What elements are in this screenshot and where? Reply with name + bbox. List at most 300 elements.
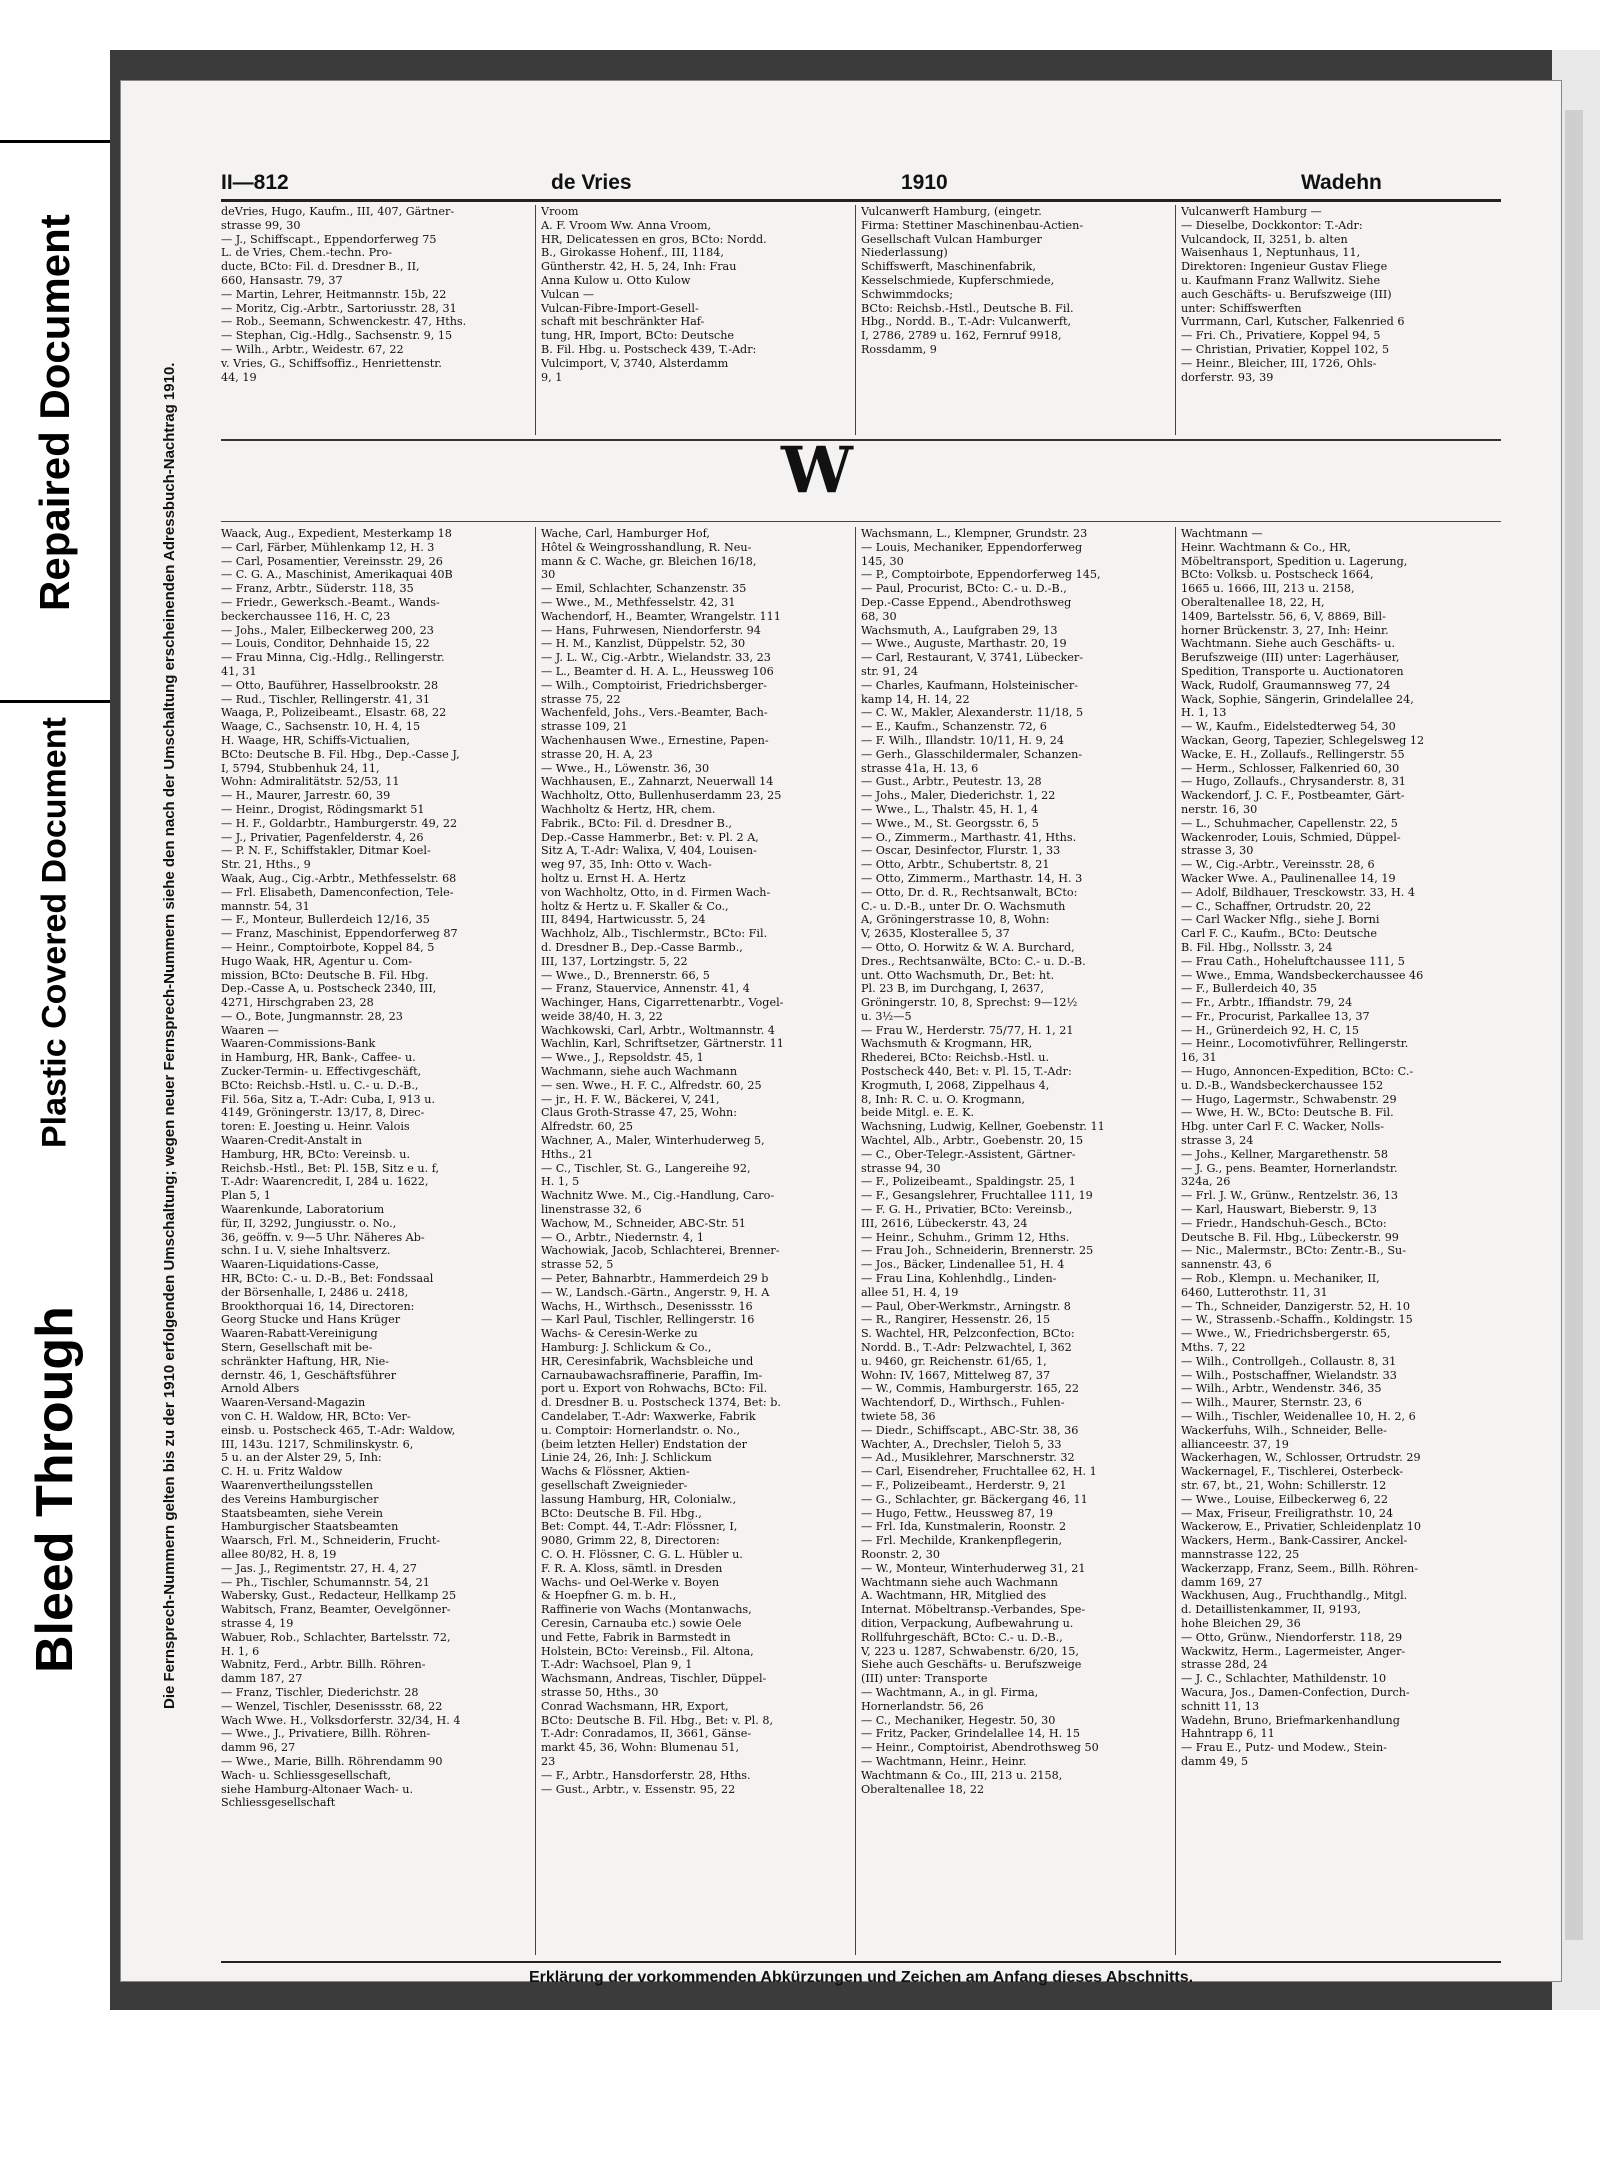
directory-entry-line: — Johs., Maler, Diederichstr. 1, 22 bbox=[861, 789, 1056, 803]
directory-entry-line: von Wachholtz, Otto, in d. Firmen Wach- bbox=[541, 885, 771, 899]
directory-entry-line: Schliessgesellschaft bbox=[221, 1796, 336, 1810]
directory-entry-line: allee 80/82, H. 8, 19 bbox=[221, 1547, 337, 1561]
directory-entry-line: Dep.-Casse A, u. Postscheck 2340, III, bbox=[221, 982, 437, 996]
header-right-word: Wadehn bbox=[1301, 171, 1382, 194]
directory-entry-line: 1665 u. 1666, III, 213 u. 2158, bbox=[1181, 582, 1355, 596]
directory-entry-line: 23 bbox=[541, 1754, 556, 1768]
directory-entry-line: — C., Schaffner, Ortrudstr. 20, 22 bbox=[1181, 899, 1372, 913]
directory-entry-line: Alfredstr. 60, 25 bbox=[541, 1120, 633, 1134]
directory-entry-line: Linie 24, 26, Inh: J. Schlickum bbox=[541, 1451, 712, 1465]
directory-entry-line: — Otto, Arbtr., Schubertstr. 8, 21 bbox=[861, 858, 1050, 872]
directory-entry-line: port u. Export von Rohwachs, BCto: Fil. bbox=[541, 1382, 768, 1396]
directory-entry-line: — O., Zimmerm., Marthastr. 41, Hths. bbox=[861, 830, 1077, 844]
page-number: II—812 bbox=[221, 171, 289, 194]
directory-entry-line: Hôtel & Weingrosshandlung, R. Neu- bbox=[541, 540, 752, 554]
directory-entry-line: III, 137, Lortzingstr. 5, 22 bbox=[541, 954, 688, 968]
directory-entry-line: horner Brückenstr. 3, 27, Inh: Heinr. bbox=[1181, 623, 1389, 637]
directory-entry-line: I, 2786, 2789 u. 162, Fernruf 9918, bbox=[861, 329, 1062, 343]
top-column-2 bbox=[541, 205, 851, 435]
directory-entry-line: schn. I u. V, siehe Inhaltsverz. bbox=[221, 1244, 391, 1258]
bleed-through-label: Bleed Through bbox=[0, 1180, 110, 1800]
directory-entry-line: Hamburgischer Staatsbeamten bbox=[221, 1520, 399, 1534]
directory-entry-line: d. Dresdner B., Dep.-Casse Barmb., bbox=[541, 940, 743, 954]
directory-entry-line: — Jos., Bäcker, Lindenallee 51, H. 4 bbox=[861, 1258, 1065, 1272]
directory-entry-line: u. Comptoir: Hornerlandstr. o. No., bbox=[541, 1423, 741, 1437]
column-divider bbox=[1175, 527, 1176, 1955]
directory-entry-line: 36, geöffn. v. 9—5 Uhr. Näheres Ab- bbox=[221, 1230, 425, 1244]
directory-entry-line: dition, Verpackung, Aufbewahrung u. bbox=[861, 1616, 1074, 1630]
directory-entry-line: schränkter Haftung, HR, Nie- bbox=[221, 1354, 390, 1368]
directory-entry-line: — O., Arbtr., Niedernstr. 4, 1 bbox=[541, 1230, 704, 1244]
directory-entry-line: schnitt 11, 13 bbox=[1181, 1699, 1260, 1713]
directory-entry-line: damm 96, 27 bbox=[221, 1741, 296, 1755]
directory-entry-line: Deutsche B. Fil. Hbg., Lübeckerstr. 99 bbox=[1181, 1230, 1399, 1244]
directory-entry-line: — Diedr., Schiffscapt., ABC-Str. 38, 36 bbox=[861, 1423, 1079, 1437]
directory-entry-line: — J., Privatier, Pagenfelderstr. 4, 26 bbox=[221, 830, 424, 844]
directory-entry-line: — Wilh., Comptoirist, Friedrichsberger- bbox=[541, 678, 767, 692]
directory-entry-line: Heinr. Wachtmann & Co., HR, bbox=[1181, 540, 1351, 554]
directory-entry-line: 660, Hansastr. 79, 37 bbox=[221, 273, 343, 287]
directory-entry-line: — Heinr., Drogist, Rödingsmarkt 51 bbox=[221, 802, 425, 816]
directory-entry-line: — Th., Schneider, Danzigerstr. 52, H. 10 bbox=[1181, 1299, 1410, 1313]
directory-entry-line: toren: E. Joesting u. Heinr. Valois bbox=[221, 1120, 410, 1134]
directory-entry-line: — C. G. A., Maschinist, Amerikaquai 40B bbox=[221, 568, 453, 582]
directory-entry-line: 44, 19 bbox=[221, 370, 257, 384]
directory-entry-line: Wachendorf, H., Beamter, Wrangelstr. 111 bbox=[541, 609, 781, 623]
directory-entry-line: — Peter, Bahnarbtr., Hammerdeich 29 b bbox=[541, 1272, 769, 1286]
directory-entry-line: A, Gröningerstrasse 10, 8, Wohn: bbox=[861, 913, 1050, 927]
directory-entry-line: Gesellschaft Vulcan Hamburger bbox=[861, 232, 1042, 246]
directory-entry-line: Wachnitz Wwe. M., Cig.-Handlung, Caro- bbox=[541, 1189, 775, 1203]
directory-entry-line: Zucker-Termin- u. Effectivgeschäft, bbox=[221, 1065, 422, 1079]
directory-entry-line: — H., Maurer, Jarrestr. 60, 39 bbox=[221, 789, 391, 803]
directory-entry-line: — Wilh., Postschaffner, Wielandstr. 33 bbox=[1181, 1368, 1397, 1382]
directory-entry-line: 8, Inh: R. C. u. O. Krogmann, bbox=[861, 1092, 1025, 1106]
directory-entry-line: — Emil, Schlachter, Schanzenstr. 35 bbox=[541, 582, 747, 596]
directory-entry-line: Wackernagel, F., Tischlerei, Osterbeck- bbox=[1181, 1465, 1404, 1479]
directory-entry-line: kamp 14, H. 14, 22 bbox=[861, 692, 970, 706]
directory-entry-line: Spedition, Transporte u. Auctionatoren bbox=[1181, 664, 1404, 678]
directory-entry-line: Vulcanwerft Hamburg — bbox=[1181, 205, 1322, 218]
directory-entry-line: — Otto, Zimmerm., Marthastr. 14, H. 3 bbox=[861, 871, 1083, 885]
directory-entry-line: Wachmann, siehe auch Wachmann bbox=[541, 1065, 738, 1079]
directory-entry-line: H. Waage, HR, Schiffs-Victualien, bbox=[221, 733, 410, 747]
directory-entry-line: beide Mitgl. e. E. K. bbox=[861, 1106, 975, 1120]
directory-entry-line: Waack, Aug., Expedient, Mesterkamp 18 bbox=[221, 527, 452, 540]
directory-entry-line: dorferstr. 93, 39 bbox=[1181, 370, 1274, 384]
directory-entry-line: — Jas. J., Regimentstr. 27, H. 4, 27 bbox=[221, 1561, 417, 1575]
directory-entry-line: — Hugo, Zollaufs., Chrysanderstr. 8, 31 bbox=[1181, 775, 1406, 789]
directory-entry-line: — W., Commis, Hamburgerstr. 165, 22 bbox=[861, 1382, 1079, 1396]
directory-entry-line: hohe Bleichen 29, 36 bbox=[1181, 1616, 1301, 1630]
directory-entry-line: — Rud., Tischler, Rellingerstr. 41, 31 bbox=[221, 692, 431, 706]
directory-entry-line: Hbg., Nordd. B., T.-Adr: Vulcanwerft, bbox=[861, 315, 1072, 329]
directory-entry-line: — Frau Lina, Kohlenhdlg., Linden- bbox=[861, 1272, 1057, 1286]
directory-entry-line: — O., Bote, Jungmannstr. 28, 23 bbox=[221, 1009, 403, 1023]
column-divider bbox=[855, 205, 856, 435]
directory-entry-line: — Hugo, Lagermstr., Schwabenstr. 29 bbox=[1181, 1092, 1397, 1106]
directory-entry-line: Fabrik., BCto: Fil. d. Dresdner B., bbox=[541, 816, 732, 830]
directory-entry-line: siehe Hamburg-Altonaer Wach- u. bbox=[221, 1782, 414, 1796]
directory-entry-line: Wackan, Georg, Tapezier, Schlegelsweg 12 bbox=[1181, 733, 1425, 747]
directory-entry-line: BCto: Reichsb.-Hstl., Deutsche B. Fil. bbox=[861, 301, 1074, 315]
directory-entry-line: d. Dresdner B. u. Postscheck 1374, Bet: b. bbox=[541, 1396, 781, 1410]
directory-entry-line: Reichsb.-Hstl., Bet: Pl. 15B, Sitz e u. f, bbox=[221, 1161, 440, 1175]
directory-entry-line: — R., Rangirer, Hessenstr. 26, 15 bbox=[861, 1313, 1051, 1327]
directory-entry-line: Waarsch, Frl. M., Schneiderin, Frucht- bbox=[221, 1534, 441, 1548]
directory-entry-line: und Fette, Fabrik in Barmstedt in bbox=[541, 1630, 731, 1644]
directory-entry-line: — Wilh., Arbtr., Wendenstr. 346, 35 bbox=[1181, 1382, 1382, 1396]
directory-entry-line: Pl. 23 B, im Durchgang, I, 2637, bbox=[861, 982, 1044, 996]
directory-entry-line: — Christian, Privatier, Koppel 102, 5 bbox=[1181, 342, 1390, 356]
directory-entry-line: — Ad., Musiklehrer, Marschnerstr. 32 bbox=[861, 1451, 1075, 1465]
directory-entry-line: H. 1, 5 bbox=[541, 1175, 580, 1189]
directory-entry-line: III, 8494, Hartwicusstr. 5, 24 bbox=[541, 913, 706, 927]
directory-entry-line: Hahntrapp 6, 11 bbox=[1181, 1727, 1275, 1741]
directory-entry-line: Direktoren: Ingenieur Gustav Fliege bbox=[1181, 260, 1388, 274]
directory-entry-line: Hamburg, HR, BCto: Vereinsb. u. bbox=[221, 1147, 411, 1161]
directory-entry-line: Waaren-Rabatt-Vereinigung bbox=[221, 1327, 378, 1341]
directory-entry-line: Vulcandock, II, 3251, b. alten bbox=[1181, 232, 1348, 246]
directory-entry-line: damm 187, 27 bbox=[221, 1672, 303, 1686]
header-left-word: de Vries bbox=[551, 171, 632, 194]
directory-entry-line: lassung Hamburg, HR, Colonialw., bbox=[541, 1492, 737, 1506]
directory-entry-line: strasse 75, 22 bbox=[541, 692, 621, 706]
main-column-4 bbox=[1181, 527, 1501, 1955]
directory-entry-line: — C., Tischler, St. G., Langereihe 92, bbox=[541, 1161, 751, 1175]
directory-entry-line: Waarenvertheilungsstellen bbox=[221, 1478, 373, 1492]
directory-entry-line: — J. C., Schlachter, Mathildenstr. 10 bbox=[1181, 1672, 1387, 1686]
directory-entry-line: Str. 21, Hths., 9 bbox=[221, 858, 311, 872]
directory-entry-line: HR, Delicatessen en gros, BCto: Nordd. bbox=[541, 232, 767, 246]
directory-entry-line: B. Fil. Hbg. u. Postscheck 439, T.-Adr: bbox=[541, 342, 757, 356]
directory-entry-line: F. R. A. Kloss, sämtl. in Dresden bbox=[541, 1561, 723, 1575]
directory-entry-line: — Hugo, Annoncen-Expedition, BCto: C.- bbox=[1181, 1065, 1414, 1079]
directory-entry-line: allee 51, H. 4, 19 bbox=[861, 1285, 959, 1299]
header-year: 1910 bbox=[901, 171, 948, 194]
directory-entry-line: — Johs., Maler, Eilbeckerweg 200, 23 bbox=[221, 623, 434, 637]
directory-entry-line: damm 169, 27 bbox=[1181, 1575, 1263, 1589]
directory-entry-line: — J. L. W., Cig.-Arbtr., Wielandstr. 33, 23 bbox=[541, 651, 771, 665]
directory-entry-line: — Paul, Procurist, BCto: C.- u. D.-B., bbox=[861, 582, 1067, 596]
directory-entry-line: C. O. H. Flössner, C. G. L. Hübler u. bbox=[541, 1547, 743, 1561]
directory-entry-line: Vulcimport, V, 3740, Alsterdamm bbox=[541, 356, 729, 370]
directory-entry-line: Anna Kulow u. Otto Kulow bbox=[541, 273, 691, 287]
directory-entry-line: 16, 31 bbox=[1181, 1051, 1217, 1065]
directory-entry-line: — Franz, Stauervice, Annenstr. 41, 4 bbox=[541, 982, 750, 996]
directory-entry-line: strasse 41a, H. 13, 6 bbox=[861, 761, 979, 775]
directory-entry-line: dernstr. 46, 1, Geschäftsführer bbox=[221, 1368, 397, 1382]
directory-entry-line: Wachs- & Ceresin-Werke zu bbox=[541, 1327, 698, 1341]
directory-entry-line: deVries, Hugo, Kaufm., III, 407, Gärtner- bbox=[221, 205, 455, 218]
directory-entry-line: — Martin, Lehrer, Heitmannstr. 15b, 22 bbox=[221, 287, 447, 301]
directory-entry-line: 9, 1 bbox=[541, 370, 563, 384]
side-note: Die Fernsprech-Nummern gelten bis zu der 1910 erfolgenden Umschaltung; wegen neuer Fernsprech-Nummern siehe den nach der Umschaltung erscheinenden Adressbuch-Nachtrag 1910. bbox=[161, 362, 178, 1710]
main-column-2 bbox=[541, 527, 853, 1955]
directory-entry-line: Wachholtz, Otto, Bullenhuserdamm 23, 25 bbox=[541, 789, 782, 803]
directory-entry-line: Wachsmuth, A., Laufgraben 29, 13 bbox=[861, 623, 1058, 637]
directory-entry-line: — Gerh., Glasschildermaler, Schanzen- bbox=[861, 747, 1083, 761]
directory-entry-line: Wacke, E. H., Zollaufs., Rellingerstr. 55 bbox=[1181, 747, 1405, 761]
directory-entry-line: Wachholz, Alb., Tischlermstr., BCto: Fil. bbox=[541, 927, 768, 941]
directory-entry-line: tung, HR, Import, BCto: Deutsche bbox=[541, 329, 735, 343]
top-column-4 bbox=[1181, 205, 1501, 435]
directory-entry-line: — Stephan, Cig.-Hdlg., Sachsenstr. 9, 15 bbox=[221, 329, 453, 343]
directory-entry-line: — Wwe., J., Repsoldstr. 45, 1 bbox=[541, 1051, 704, 1065]
directory-entry-line: — Frl. Ida, Kunstmalerin, Roonstr. 2 bbox=[861, 1520, 1067, 1534]
directory-entry-line: Waaren-Liquidations-Casse, bbox=[221, 1258, 380, 1272]
directory-entry-line: Brookthorquai 16, 14, Directoren: bbox=[221, 1299, 415, 1313]
directory-entry-line: H. 1, 13 bbox=[1181, 706, 1227, 720]
directory-entry-line: Wohn: Admiralitätstr. 52/53, 11 bbox=[221, 775, 400, 789]
directory-entry-line: Wackerzapp, Franz, Seem., Billh. Röhren- bbox=[1181, 1561, 1418, 1575]
directory-entry-line: Stern, Gesellschaft mit be- bbox=[221, 1341, 373, 1355]
directory-entry-line: allianceestr. 37, 19 bbox=[1181, 1437, 1289, 1451]
directory-entry-line: mission, BCto: Deutsche B. Fil. Hbg. bbox=[221, 968, 429, 982]
directory-entry-line: — F. G. H., Privatier, BCto: Vereinsb., bbox=[861, 1203, 1073, 1217]
directory-entry-line: L. de Vries, Chem.-techn. Pro- bbox=[221, 246, 392, 260]
directory-entry-line: — Fritz, Packer, Grindelallee 14, H. 15 bbox=[861, 1727, 1081, 1741]
directory-entry-line: des Vereins Hamburgischer bbox=[221, 1492, 379, 1506]
directory-entry-line: Hornerlandstr. 56, 26 bbox=[861, 1699, 984, 1713]
directory-entry-line: — W., Cig.-Arbtr., Vereinsstr. 28, 6 bbox=[1181, 858, 1375, 872]
directory-entry-line: — Frau Minna, Cig.-Hdlg., Rellingerstr. bbox=[221, 651, 445, 665]
directory-entry-line: Vulcan-Fibre-Import-Gesell- bbox=[541, 301, 699, 315]
directory-entry-line: strasse 50, Hths., 30 bbox=[541, 1685, 659, 1699]
directory-entry-line: Dep.-Casse Eppend., Abendrothsweg bbox=[861, 595, 1072, 609]
directory-entry-line: unter: Schiffswerften bbox=[1181, 301, 1302, 315]
directory-entry-line: u. D.-B., Wandsbeckerchaussee 152 bbox=[1181, 1078, 1384, 1092]
directory-entry-line: mannstr. 54, 31 bbox=[221, 899, 310, 913]
directory-entry-line: mann & C. Wache, gr. Bleichen 16/18, bbox=[541, 554, 757, 568]
directory-entry-line: — Carl, Posamentier, Vereinsstr. 29, 26 bbox=[221, 554, 443, 568]
directory-entry-line: — Karl Paul, Tischler, Rellingerstr. 16 bbox=[541, 1313, 755, 1327]
directory-entry-line: Oberaltenallee 18, 22, H, bbox=[1181, 595, 1325, 609]
directory-entry-line: 6460, Lutterothstr. 11, 31 bbox=[1181, 1285, 1328, 1299]
directory-entry-line: B. Fil. Hbg., Nollsstr. 3, 24 bbox=[1181, 940, 1333, 954]
directory-entry-line: 30 bbox=[541, 568, 556, 582]
directory-entry-line: C.- u. D.-B., unter Dr. O. Wachsmuth bbox=[861, 899, 1066, 913]
directory-entry-line: 324a, 26 bbox=[1181, 1175, 1231, 1189]
directory-entry-line: — Frau Cath., Hoheluftchaussee 111, 5 bbox=[1181, 954, 1405, 968]
directory-entry-line: T.-Adr: Wachsoel, Plan 9, 1 bbox=[541, 1658, 693, 1672]
top-column-1 bbox=[221, 205, 531, 435]
directory-entry-line: — Heinr., Locomotivführer, Rellingerstr. bbox=[1181, 1037, 1409, 1051]
directory-entry-line: — Heinr., Schuhm., Grimm 12, Hths. bbox=[861, 1230, 1070, 1244]
directory-entry-line: Hths., 21 bbox=[541, 1147, 594, 1161]
directory-entry-line: Wackendorf, J. C. F., Postbeamter, Gärt- bbox=[1181, 789, 1405, 803]
directory-entry-line: — Wwe., Louise, Eilbeckerweg 6, 22 bbox=[1181, 1492, 1389, 1506]
directory-entry-line: Wachenhausen Wwe., Ernestine, Papen- bbox=[541, 733, 769, 747]
directory-entry-line: Internat. Möbeltransp.-Verbandes, Spe- bbox=[861, 1603, 1086, 1617]
top-column-3 bbox=[861, 205, 1171, 435]
directory-entry-line: 9080, Grimm 22, 8, Directoren: bbox=[541, 1534, 720, 1548]
directory-entry-line: — Franz, Tischler, Diederichstr. 28 bbox=[221, 1685, 419, 1699]
directory-entry-line: Hbg. unter Carl F. C. Wacker, Nolls- bbox=[1181, 1120, 1385, 1134]
directory-entry-line: — Ph., Tischler, Schumannstr. 54, 21 bbox=[221, 1575, 430, 1589]
main-column-1 bbox=[221, 527, 533, 1955]
directory-entry-line: strasse 94, 30 bbox=[861, 1161, 941, 1175]
section-letter: W bbox=[781, 433, 853, 508]
directory-entry-line: Wachtmann siehe auch Wachmann bbox=[861, 1575, 1058, 1589]
directory-entry-line: d. Detaillistenkammer, II, 9193, bbox=[1181, 1603, 1361, 1617]
directory-entry-line: strasse 28d, 24 bbox=[1181, 1658, 1268, 1672]
directory-entry-line: mannstrasse 122, 25 bbox=[1181, 1547, 1300, 1561]
section-rule bbox=[221, 521, 1501, 522]
directory-entry-line: nerstr. 16, 30 bbox=[1181, 802, 1258, 816]
directory-entry-line: weg 97, 35, Inh: Otto v. Wach- bbox=[541, 858, 712, 872]
directory-entry-line: — Wwe., M., St. Georgsstr. 6, 5 bbox=[861, 816, 1039, 830]
directory-entry-line: der Börsenhalle, I, 2486 u. 2418, bbox=[221, 1285, 409, 1299]
directory-entry-line: Vurrmann, Carl, Kutscher, Falkenried 6 bbox=[1181, 315, 1405, 329]
directory-entry-line: — Franz, Arbtr., Süderstr. 118, 35 bbox=[221, 582, 414, 596]
directory-entry-line: BCto: Volksb. u. Postscheck 1664, bbox=[1181, 568, 1374, 582]
directory-entry-line: (beim letzten Heller) Endstation der bbox=[541, 1437, 747, 1451]
directory-entry-line: — Wilh., Arbtr., Weidestr. 67, 22 bbox=[221, 342, 404, 356]
directory-entry-line: Wach- u. Schliessgesellschaft, bbox=[221, 1768, 392, 1782]
directory-entry-line: Waage, C., Sachsenstr. 10, H. 4, 15 bbox=[221, 720, 421, 734]
column-divider bbox=[1175, 205, 1176, 435]
directory-entry-line: — Dieselbe, Dockkontor: T.-Adr: bbox=[1181, 218, 1363, 232]
directory-entry-line: — Heinr., Comptoirbote, Koppel 84, 5 bbox=[221, 940, 435, 954]
directory-entry-line: Wabnitz, Ferd., Arbtr. Billh. Röhren- bbox=[221, 1658, 426, 1672]
directory-entry-line: Wachenfeld, Johs., Vers.-Beamter, Bach- bbox=[541, 706, 768, 720]
directory-entry-line: — Johs., Kellner, Margarethenstr. 58 bbox=[1181, 1147, 1388, 1161]
directory-entry-line: Oberaltenallee 18, 22 bbox=[861, 1782, 985, 1796]
directory-entry-line: Arnold Albers bbox=[221, 1382, 300, 1396]
directory-entry-line: Wachs- und Oel-Werke v. Boyen bbox=[541, 1575, 720, 1589]
directory-entry-line: Wabersky, Gust., Redacteur, Hellkamp 25 bbox=[221, 1589, 457, 1603]
directory-entry-line: — Wilh., Controllgeh., Collaustr. 8, 31 bbox=[1181, 1354, 1397, 1368]
directory-entry-line: Mths. 7, 22 bbox=[1181, 1341, 1246, 1355]
directory-entry-line: — Wwe., Emma, Wandsbeckerchaussee 46 bbox=[1181, 968, 1424, 982]
directory-entry-line: Wachtmann. Siehe auch Geschäfts- u. bbox=[1181, 637, 1396, 651]
directory-entry-line: Wachhausen, E., Zahnarzt, Neuerwall 14 bbox=[541, 775, 774, 789]
directory-entry-line: Waisenhaus 1, Neptunhaus, 11, bbox=[1181, 246, 1361, 260]
directory-entry-line: Wachtmann & Co., III, 213 u. 2158, bbox=[861, 1768, 1063, 1782]
directory-entry-line: — W., Landsch.-Gärtn., Angerstr. 9, H. A bbox=[541, 1285, 770, 1299]
directory-entry-line: Gröningerstr. 10, 8, Sprechst: 9—12½ bbox=[861, 996, 1078, 1010]
directory-entry-line: — G., Schlachter, gr. Bäckergang 46, 11 bbox=[861, 1492, 1088, 1506]
directory-entry-line: — Friedr., Gewerksch.-Beamt., Wands- bbox=[221, 595, 440, 609]
directory-entry-line: Wachow, M., Schneider, ABC-Str. 51 bbox=[541, 1216, 746, 1230]
column-divider bbox=[535, 527, 536, 1955]
directory-entry-line: Dres., Rechtsanwälte, BCto: C.- u. D.-B. bbox=[861, 954, 1086, 968]
directory-entry-line: Wachtendorf, D., Wirthsch., Fuhlen- bbox=[861, 1396, 1065, 1410]
main-column-3 bbox=[861, 527, 1173, 1955]
directory-entry-line: Wachs, H., Wirthsch., Desenissstr. 16 bbox=[541, 1299, 753, 1313]
directory-entry-line: — H. F., Goldarbtr., Hamburgerstr. 49, 22 bbox=[221, 816, 458, 830]
directory-entry-line: III, 2616, Lübeckerstr. 43, 24 bbox=[861, 1216, 1028, 1230]
directory-entry-line: Rollfuhrgeschäft, BCto: C.- u. D.-B., bbox=[861, 1630, 1063, 1644]
repaired-document-label: Repaired Document bbox=[0, 140, 110, 683]
directory-entry-line: Wache, Carl, Hamburger Hof, bbox=[541, 527, 710, 540]
directory-entry-line: Hamburg: J. Schlickum & Co., bbox=[541, 1341, 712, 1355]
directory-entry-line: — Otto, Dr. d. R., Rechtsanwalt, BCto: bbox=[861, 885, 1078, 899]
directory-entry-line: — Wwe., M., Methfesselstr. 42, 31 bbox=[541, 595, 736, 609]
directory-entry-line: Staatsbeamten, siehe Verein bbox=[221, 1506, 383, 1520]
directory-entry-line: Wackenroder, Louis, Schmied, Düppel- bbox=[1181, 830, 1401, 844]
directory-entry-line: Berufszweige (III) unter: Lagerhäuser, bbox=[1181, 651, 1400, 665]
directory-entry-line: — Otto, Grünw., Niendorferstr. 118, 29 bbox=[1181, 1630, 1403, 1644]
directory-entry-line: 68, 30 bbox=[861, 609, 897, 623]
directory-entry-line: — F., Polizeibeamt., Spaldingstr. 25, 1 bbox=[861, 1175, 1076, 1189]
directory-entry-line: A. F. Vroom Ww. Anna Vroom, bbox=[541, 218, 712, 232]
directory-entry-line: ducte, BCto: Fil. d. Dresdner B., II, bbox=[221, 260, 420, 274]
directory-entry-line: — Wwe., Marie, Billh. Röhrendamm 90 bbox=[221, 1754, 443, 1768]
directory-entry-line: Güntherstr. 42, H. 5, 24, Inh: Frau bbox=[541, 260, 737, 274]
directory-entry-line: Wachsmuth & Krogmann, HR, bbox=[861, 1037, 1033, 1051]
directory-entry-line: — Oscar, Desinfector, Flurstr. 1, 33 bbox=[861, 844, 1061, 858]
directory-entry-line: — P., Comptoirbote, Eppendorferweg 145, bbox=[861, 568, 1101, 582]
directory-entry-line: Wackwitz, Herm., Lagermeister, Anger- bbox=[1181, 1644, 1406, 1658]
directory-entry-line: 4149, Gröningerstr. 13/17, 8, Direc- bbox=[221, 1106, 425, 1120]
directory-entry-line: Dep.-Casse Hammerbr., Bet: v. Pl. 2 A, bbox=[541, 830, 759, 844]
directory-entry-line: — Louis, Conditor, Dehnhaide 15, 22 bbox=[221, 637, 430, 651]
directory-entry-line: Wachsmann, L., Klempner, Grundstr. 23 bbox=[861, 527, 1088, 540]
directory-entry-line: — sen. Wwe., H. F. C., Alfredstr. 60, 25 bbox=[541, 1078, 762, 1092]
directory-entry-line: — Otto, Bauführer, Hasselbrookstr. 28 bbox=[221, 678, 439, 692]
directory-entry-line: Wackerfuhs, Wilh., Schneider, Belle- bbox=[1181, 1423, 1387, 1437]
directory-entry-line: — E., Kaufm., Schanzenstr. 72, 6 bbox=[861, 720, 1047, 734]
directory-entry-line: — Carl, Färber, Mühlenkamp 12, H. 3 bbox=[221, 540, 435, 554]
directory-entry-line: Wachsning, Ludwig, Kellner, Goebenstr. 11 bbox=[861, 1120, 1105, 1134]
directory-entry-line: — Gust., Arbtr., v. Essenstr. 95, 22 bbox=[541, 1782, 736, 1796]
directory-entry-line: Wackerow, E., Privatier, Schleidenplatz 10 bbox=[1181, 1520, 1421, 1534]
plastic-covered-document-label: Plastic Covered Document bbox=[0, 700, 110, 1163]
directory-entry-line: u. 9460, gr. Reichenstr. 61/65, 1, bbox=[861, 1354, 1047, 1368]
directory-entry-line: Fil. 56a, Sitz a, T.-Adr: Cuba, I, 913 u. bbox=[221, 1092, 435, 1106]
directory-entry-line: — Friedr., Handschuh-Gesch., BCto: bbox=[1181, 1216, 1387, 1230]
directory-entry-line: — Frl. J. W., Grünw., Rentzelstr. 36, 13 bbox=[1181, 1189, 1398, 1203]
directory-entry-line: Wackhusen, Aug., Fruchthandlg., Mitgl. bbox=[1181, 1589, 1408, 1603]
directory-entry-line: T.-Adr: Waarencredit, I, 284 u. 1622, bbox=[221, 1175, 429, 1189]
directory-entry-line: Wack, Rudolf, Graumannsweg 77, 24 bbox=[1181, 678, 1391, 692]
directory-entry-line: sannenstr. 43, 6 bbox=[1181, 1258, 1272, 1272]
directory-entry-line: Conrad Wachsmann, HR, Export, bbox=[541, 1699, 729, 1713]
directory-entry-line: Wackers, Herm., Bank-Cassirer, Anckel- bbox=[1181, 1534, 1408, 1548]
directory-entry-line: — Otto, O. Horwitz & W. A. Burchard, bbox=[861, 940, 1075, 954]
directory-entry-line: Siehe auch Geschäfts- u. Berufszweige bbox=[861, 1658, 1082, 1672]
directory-entry-line: — Fr., Procurist, Parkallee 13, 37 bbox=[1181, 1009, 1370, 1023]
directory-entry-line: damm 49, 5 bbox=[1181, 1754, 1249, 1768]
directory-entry-line: 1409, Bartelsstr. 56, 6, V, 8869, Bill- bbox=[1181, 609, 1386, 623]
directory-entry-line: — W., Kaufm., Eidelstedterweg 54, 30 bbox=[1181, 720, 1396, 734]
directory-entry-line: Wabuer, Rob., Schlachter, Bartelsstr. 72, bbox=[221, 1630, 451, 1644]
directory-entry-line: weide 38/40, H. 3, 22 bbox=[541, 1009, 663, 1023]
top-section-rule bbox=[221, 439, 1501, 441]
directory-entry-line: holtz u. Ernst H. A. Hertz bbox=[541, 871, 686, 885]
directory-entry-line: Wachtel, Alb., Arbtr., Goebenstr. 20, 15 bbox=[861, 1134, 1084, 1148]
directory-entry-line: — Karl, Hauswart, Bieberstr. 9, 13 bbox=[1181, 1203, 1377, 1217]
directory-entry-line: Plan 5, 1 bbox=[221, 1189, 271, 1203]
directory-entry-line: — Wwe., J., Privatiere, Billh. Röhren- bbox=[221, 1727, 431, 1741]
directory-entry-line: — Nic., Malermstr., BCto: Zentr.-B., Su- bbox=[1181, 1244, 1406, 1258]
directory-entry-line: — L., Beamter d. H. A. L., Heussweg 106 bbox=[541, 664, 774, 678]
directory-entry-line: Vulcanwerft Hamburg, (eingetr. bbox=[861, 205, 1042, 218]
directory-entry-line: von C. H. Waldow, HR, BCto: Ver- bbox=[221, 1410, 411, 1423]
directory-entry-line: HR, BCto: C.- u. D.-B., Bet: Fondssaal bbox=[221, 1272, 434, 1286]
document-page bbox=[120, 80, 1562, 1986]
directory-entry-line: Waaren-Commissions-Bank bbox=[221, 1037, 376, 1051]
directory-entry-line: — Hans, Fuhrwesen, Niendorferstr. 94 bbox=[541, 623, 761, 637]
directory-entry-line: — J. G., pens. Beamter, Hornerlandstr. bbox=[1181, 1161, 1398, 1175]
directory-entry-line: 5 u. an der Alster 29, 5, Inh: bbox=[221, 1451, 382, 1465]
directory-entry-line: — Wwe., H., Löwenstr. 36, 30 bbox=[541, 761, 710, 775]
directory-entry-line: — H., Grünerdeich 92, H. C, 15 bbox=[1181, 1023, 1359, 1037]
directory-entry-line: — Frau Joh., Schneiderin, Brennerstr. 25 bbox=[861, 1244, 1094, 1258]
directory-entry-line: str. 91, 24 bbox=[861, 664, 919, 678]
